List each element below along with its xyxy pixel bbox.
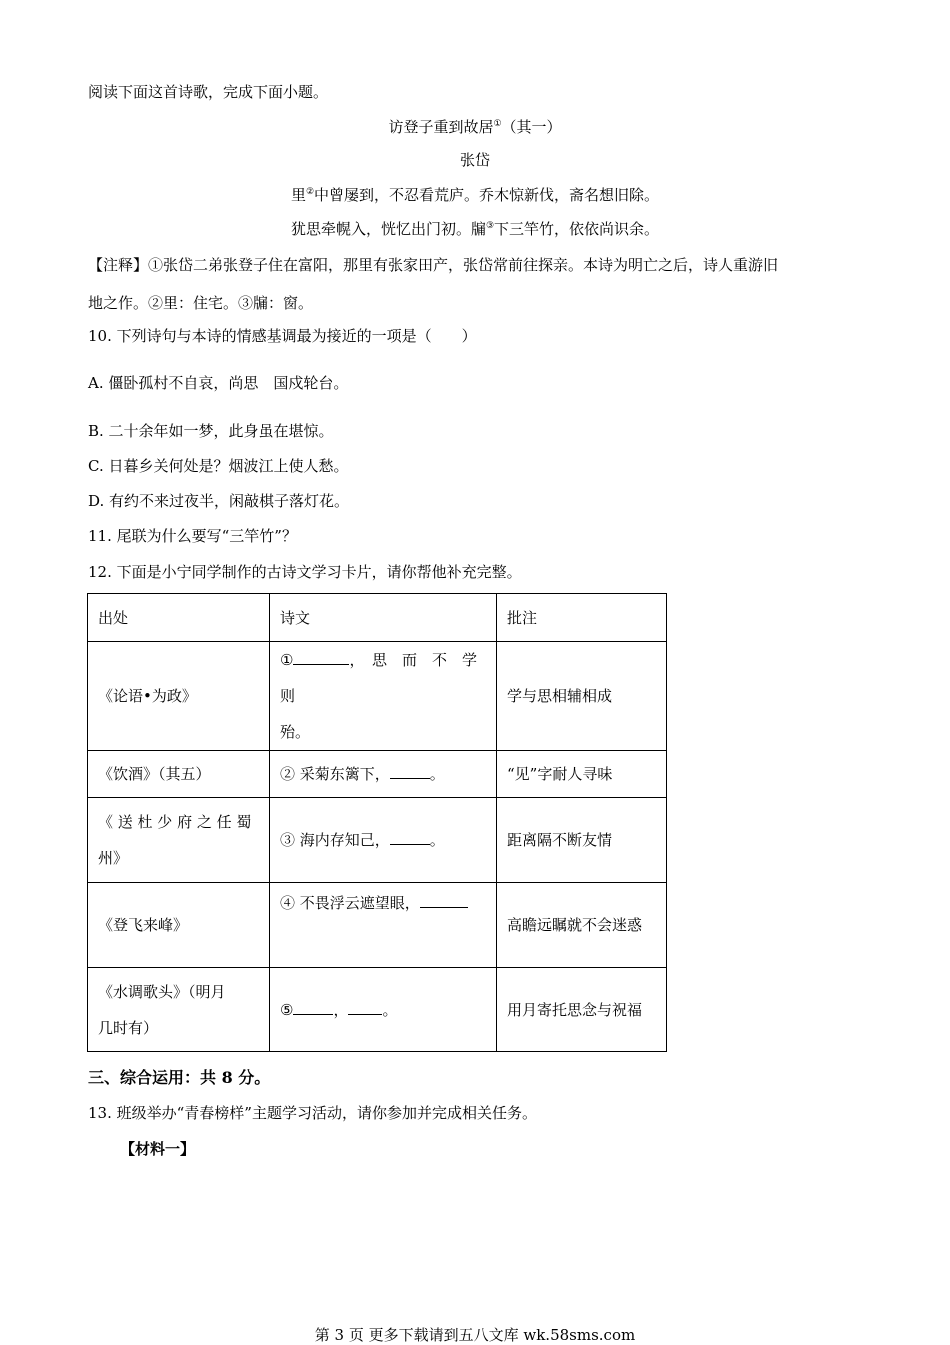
poem-line-1-rest: 中曾屡到，不忍看荒庐。乔木惊新伐，斋名想旧除。 (314, 186, 660, 204)
poem-author: 张岱 (459, 151, 490, 169)
row1-source: 《论语•为政》 (88, 642, 270, 751)
row4-source: 《登飞来峰》 (88, 883, 270, 968)
row2-poem-prefix: ② 采菊东篱下， (280, 765, 390, 783)
table-row (88, 642, 667, 751)
row4-blank[interactable] (420, 895, 468, 908)
row3-source (88, 798, 270, 883)
note-line-2: 地之作。②里：住宅。③牖：窗。 (88, 294, 314, 312)
poem-title-text: 访登子重到故居 (388, 118, 494, 136)
row4-poem (270, 883, 497, 968)
table-row (88, 883, 667, 968)
row3-source-line1: 《 送 杜 少 府 之 任 蜀 (98, 813, 252, 831)
poem-line-1 (0, 185, 950, 205)
row3-poem (270, 798, 497, 883)
section3-heading: 三、综合运用：共 8 分。 (88, 1068, 271, 1087)
poem-line-2-mark: ③ (485, 221, 495, 231)
row1-poem-prefix: ① (280, 651, 294, 669)
row5-source-line2: 几时有） (98, 1018, 159, 1037)
row1-poem-end: 殆。 (280, 723, 311, 741)
poem-title-note-mark: ① (493, 119, 502, 129)
q12-stem: 12. 下面是小宁同学制作的古诗文学习卡片，请你帮他补充完整。 (88, 563, 522, 581)
row4-note: 高瞻远瞩就不会迷惑 (497, 883, 667, 968)
row3-poem-prefix: ③ 海内存知己， (280, 831, 390, 849)
q10-option-b: B. 二十余年如一梦，此身虽在堪惊。 (88, 422, 334, 440)
q11-stem: 11. 尾联为什么要写“三竿竹”？ (88, 527, 297, 545)
row2-source: 《饮酒》（其五） (88, 751, 270, 798)
row5-poem (270, 968, 497, 1052)
header-source: 出处 (88, 594, 270, 642)
table-row (88, 751, 667, 798)
table-row (88, 798, 667, 883)
poem-line-2-rest: 下三竿竹，依依尚识余。 (494, 220, 660, 238)
row2-poem-end: 。 (429, 765, 445, 783)
row5-blank-1[interactable] (293, 1002, 333, 1015)
q10-option-c: C. 日暮乡关何处是？烟波江上使人愁。 (88, 457, 349, 475)
row2-poem (270, 751, 497, 798)
row5-poem-prefix: ⑤ (280, 1000, 294, 1019)
row4-poem-prefix: ④ 不畏浮云遮望眼， (280, 894, 420, 912)
row5-source (88, 968, 270, 1052)
row2-note: “见”字耐人寻味 (497, 751, 667, 798)
row1-note: 学与思相辅相成 (497, 642, 667, 751)
row1-poem-mid: ， 思 而 不 学 则 (280, 651, 492, 705)
row3-blank[interactable] (390, 832, 430, 845)
row2-blank[interactable] (390, 766, 430, 779)
study-card-table (87, 593, 667, 1052)
q10-stem: 10. 下列诗句与本诗的情感基调最为接近的一项是（ ） (88, 327, 477, 345)
q10-option-a: A. 僵卧孤村不自哀，尚思 国戍轮台。 (88, 374, 349, 392)
material1-label: 【材料一】 (120, 1140, 196, 1158)
row3-poem-end: 。 (429, 831, 445, 849)
q10-option-d: D. 有约不来过夜半，闲敲棋子落灯花。 (88, 492, 350, 510)
poem-line-2-start: 犹思牵幌入，恍忆出门初。牖 (290, 220, 486, 238)
header-note: 批注 (497, 594, 667, 642)
page-footer: 第 3 页 更多下载请到五八文库 wk.58sms.com (314, 1326, 636, 1344)
table-row (88, 968, 667, 1052)
row1-blank[interactable] (293, 652, 349, 665)
header-poem: 诗文 (270, 594, 497, 642)
note-line-1: 【注释】①张岱二弟张登子住在富阳，那里有张家田产，张岱常前往探亲。本诗为明亡之后，诗人重游旧 (88, 256, 779, 274)
row5-poem-comma: ， (333, 1000, 349, 1019)
q13-stem: 13. 班级举办“青春榜样”主题学习活动，请你参加并完成相关任务。 (88, 1104, 537, 1122)
row5-poem-end: 。 (382, 1000, 398, 1019)
table-header-row (88, 594, 667, 642)
poem-title (0, 117, 950, 137)
poem-line-1-mark: ② (305, 187, 315, 197)
row3-source-line2: 州》 (98, 849, 129, 867)
intro-text: 阅读下面这首诗歌，完成下面小题。 (88, 83, 329, 101)
poem-title-suffix: （其一） (501, 118, 562, 136)
row1-poem (270, 642, 497, 751)
poem-line-2 (0, 219, 950, 239)
row3-note: 距离隔不断友情 (497, 798, 667, 883)
row5-note: 用月寄托思念与祝福 (497, 968, 667, 1052)
row5-source-line1: 《水调歌头》（明月 (98, 982, 226, 1001)
poem-line-1-start: 里 (290, 186, 306, 204)
row5-blank-2[interactable] (348, 1002, 382, 1015)
